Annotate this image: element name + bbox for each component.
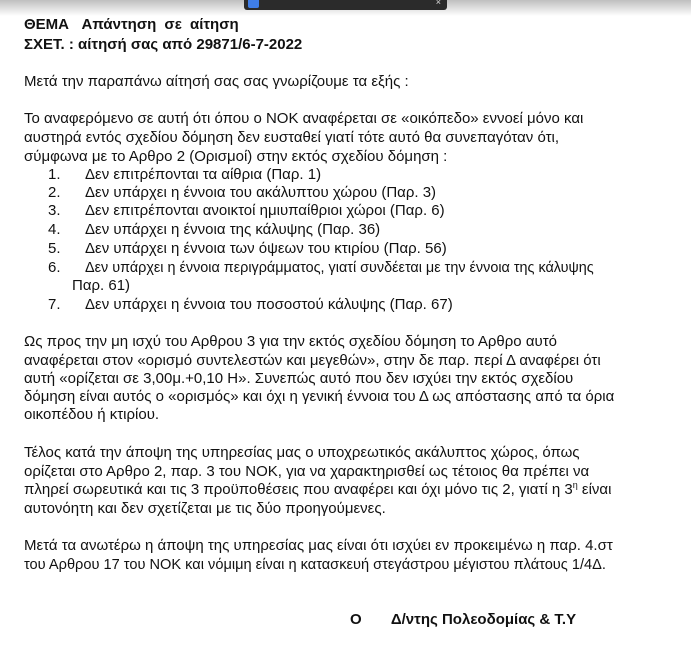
app-icon bbox=[248, 0, 259, 8]
reference-label: ΣΧΕΤ. : bbox=[24, 36, 74, 53]
list-item-number: 7. bbox=[48, 296, 61, 313]
list-item: Δεν υπάρχει η έννοια του ακάλυπτου χώρου (Παρ. 3) bbox=[85, 184, 437, 201]
paragraph-3-line-4: αυτονόητη και δεν σχετίζεται με τις δύο προηγούμενες. bbox=[24, 500, 386, 517]
paragraph-2-line-5: οικοπέδου ή κτιρίου. bbox=[24, 406, 160, 423]
list-item: Δεν επιτρέπονται τα αίθρια (Παρ. 1) bbox=[85, 166, 322, 183]
list-item-continuation: Παρ. 61) bbox=[72, 277, 131, 294]
paragraph-3-line-3-text: πληρεί σωρευτικά και τις 3 προϋποθέσεις που αναφέρει και όχι μόνο τις 2, γιατί η 3 bbox=[24, 481, 573, 498]
paragraph-3-line-3 bbox=[24, 481, 611, 499]
paragraph-3-line-2: ορίζεται στο Αρθρο 2, παρ. 3 του ΝΟΚ, για να χαρακτηρισθεί ως τέτοιος θα πρέπει να bbox=[24, 463, 590, 480]
close-icon[interactable]: × bbox=[435, 0, 441, 7]
list-item: Δεν επιτρέπονται ανοικτοί ημιυπαίθριοι χώροι (Παρ. 6) bbox=[85, 202, 445, 219]
paragraph-4-line-1: Μετά τα ανωτέρω η άποψη της υπηρεσίας μας είναι ότι ισχύει εν προκειμένω η παρ. 4.στ bbox=[24, 537, 613, 554]
list-item-number: 3. bbox=[48, 202, 61, 219]
list-item-number: 6. bbox=[48, 259, 61, 276]
list-item: Δεν υπάρχει η έννοια περιγράμματος, γιατί συνδέεται με την έννοια της κάλυψης bbox=[85, 260, 594, 276]
list-item-number: 2. bbox=[48, 184, 61, 201]
paragraph-1-line-2: αυστηρά εντός σχεδίου δόμηση δεν ευσταθεί γιατί τότε αυτό θα συνεπαγόταν ότι, bbox=[24, 129, 559, 146]
list-item-number: 5. bbox=[48, 240, 61, 257]
paragraph-4-line-2: του Αρθρου 17 του ΝΟΚ και νόμιμη είναι η κατασκευή στεγάστρου μέγιστου πλάτους 1/4Δ. bbox=[24, 557, 606, 573]
list-item: Δεν υπάρχει η έννοια των όψεων του κτιρίου (Παρ. 56) bbox=[85, 240, 447, 257]
paragraph-2-line-2: αναφέρεται στον «ορισμό συντελεστών και μεγεθών», στην δε παρ. περί Δ αναφέρει ότι bbox=[24, 352, 601, 369]
subject-text: Απάντηση σε αίτηση bbox=[81, 16, 239, 33]
browser-tab-bar[interactable] bbox=[244, 0, 447, 10]
paragraph-1-line-1: Το αναφερόμενο σε αυτή ότι όπου ο ΝΟΚ αναφέρεται σε «οικόπεδο» εννοεί μόνο και bbox=[24, 110, 584, 127]
subject-line bbox=[24, 16, 239, 34]
signature bbox=[350, 611, 576, 629]
intro-text: Μετά την παραπάνω αίτησή σας σας γνωρίζουμε τα εξής : bbox=[24, 73, 409, 90]
signature-prefix: Ο bbox=[350, 611, 362, 628]
subject-label: ΘΕΜΑ bbox=[24, 16, 69, 33]
reference-text: αίτησή σας από 29871/6-7-2022 bbox=[78, 36, 303, 53]
list-item: Δεν υπάρχει η έννοια του ποσοστού κάλυψης (Παρ. 67) bbox=[85, 296, 453, 313]
paragraph-2-line-1: Ως προς την μη ισχύ του Αρθρου 3 για την εκτός σχεδίου δόμηση το Αρθρο αυτό bbox=[24, 333, 557, 350]
signature-title: Δ/ντης Πολεοδομίας & Τ.Υ bbox=[390, 611, 577, 628]
list-item-number: 4. bbox=[48, 221, 61, 238]
paragraph-2-line-4: δόμηση είναι αυτός ο «ορισμός» και όχι η γενική έννοια του Δ ως απόστασης από τα όρια bbox=[24, 388, 615, 405]
paragraph-3-line-1: Τέλος κατά την άποψη της υπηρεσίας μας ο υποχρεωτικός ακάλυπτος χώρος, όπως bbox=[24, 444, 580, 461]
list-item: Δεν υπάρχει η έννοια της κάλυψης (Παρ. 36) bbox=[85, 221, 381, 238]
list-item-number: 1. bbox=[48, 166, 61, 183]
paragraph-3-line-3-tail: είναι bbox=[577, 481, 612, 498]
paragraph-1-line-3: σύμφωνα με το Αρθρο 2 (Ορισμοί) στην εκτός σχεδίου δόμηση : bbox=[24, 148, 448, 165]
paragraph-2-line-3: αυτή «ορίζεται σε 3,00μ.+0,10 Η». Συνεπώς αυτό που δεν ισχύει την εκτός σχεδίου bbox=[24, 370, 574, 387]
superscript: η bbox=[572, 480, 578, 490]
reference-line bbox=[24, 36, 302, 54]
